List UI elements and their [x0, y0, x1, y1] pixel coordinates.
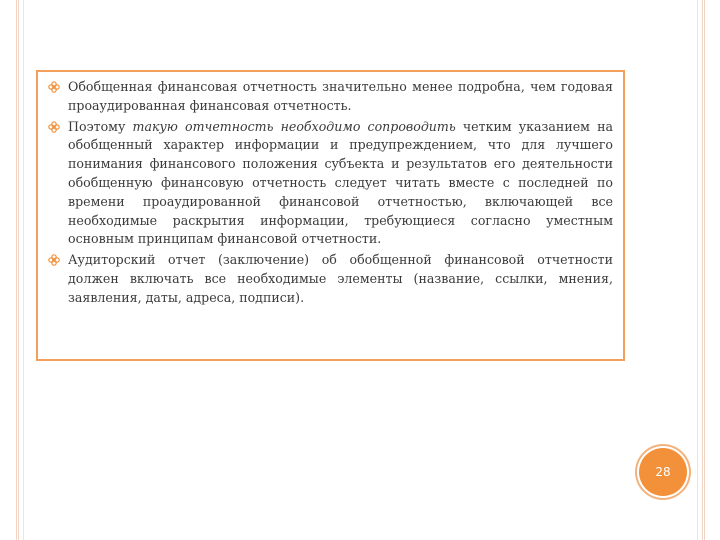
bullet-text-3: Аудиторский отчет (заключение) об обобщенной финансовой отчетности должен включать все необходимые элементы (название, ссылки, мнения, заявления, даты, адреса, подписи).	[68, 252, 613, 305]
four-petal-flower-icon	[48, 81, 60, 93]
bullet-text-2: четким указанием на обобщенный характер информации и предупреждением, что для лучшего понимания финансового положения субъекта и результатов его деятельности обобщенную финансовую отчетность следует читать вместе с последней по времени проаудированной финансовой отчетностью, включающей все необходимые раскрытия информации, требующиеся согласно уместным основным принципам финансовой отчетности.	[68, 118, 613, 247]
bullet-item-3	[48, 251, 613, 307]
bullet-text-2-intro: Поэтому	[68, 118, 133, 134]
page-number: 28	[655, 465, 671, 479]
page-number-badge	[639, 448, 687, 496]
four-petal-flower-icon	[48, 254, 60, 266]
bullet-list	[48, 78, 613, 308]
bullet-text-2-emphasis: такую отчетность необходимо сопроводить	[132, 118, 456, 134]
bullet-item-1	[48, 78, 613, 116]
bullet-item-2	[48, 118, 613, 250]
content-box	[36, 70, 625, 361]
bullet-text-1: Обобщенная финансовая отчетность значительно менее подробна, чем годовая проаудированная финансовая отчетность.	[68, 79, 613, 113]
four-petal-flower-icon	[48, 121, 60, 133]
